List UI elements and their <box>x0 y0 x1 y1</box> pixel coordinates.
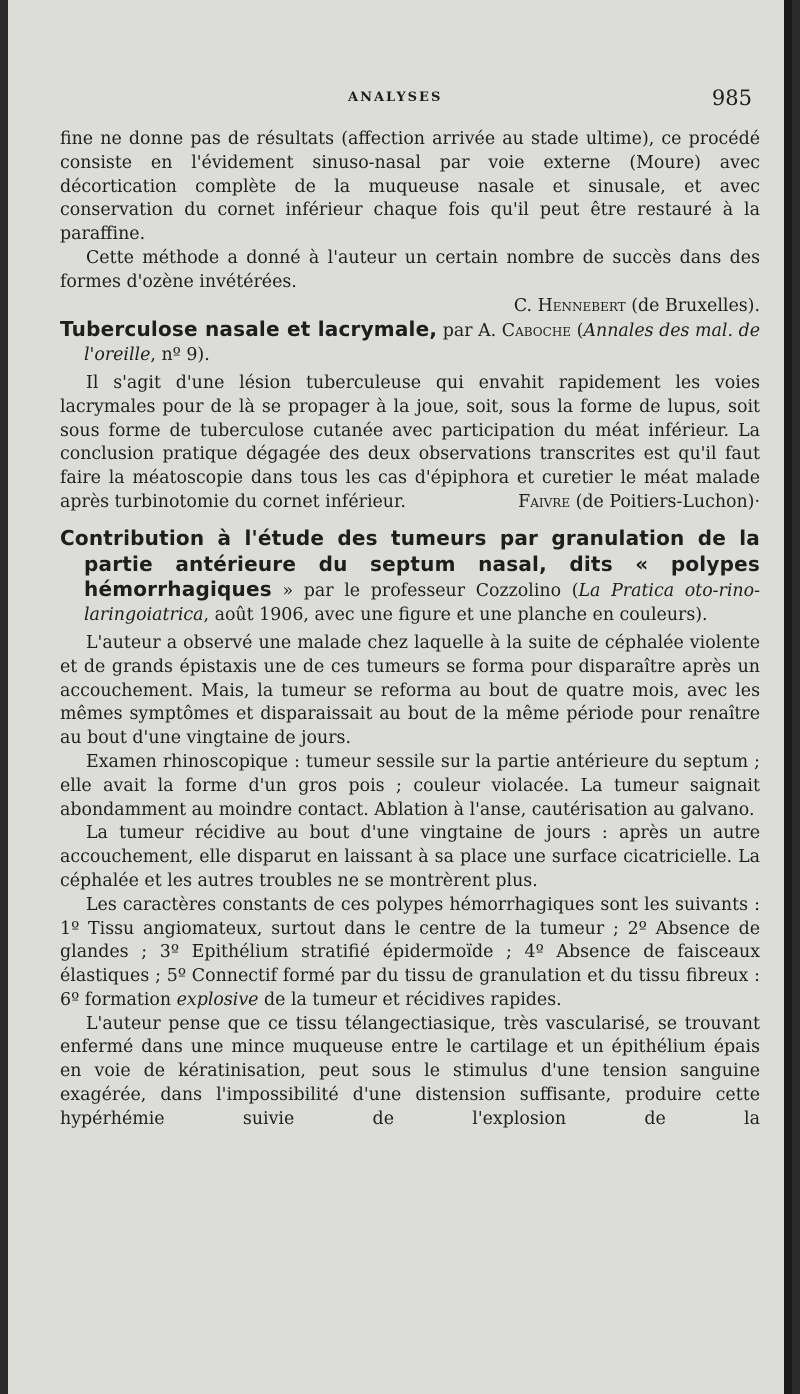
article3-paragraph-1: L'auteur a observé une malade chez laquelle à la suite de céphalée violente et de grands épistaxis une de ces tumeurs se forma pour disparaître après un accouchement. Mais, la tumeur se reforma au bout de quatre mois, avec les mêmes symptômes et disparaissait au bout de la même période pour renaître au bout d'une vingtaine de jours. <box>60 632 760 749</box>
book-page <box>8 0 792 1394</box>
article3-paragraph-3: La tumeur récidive au bout d'une vingtaine de jours : après un autre accouchement, elle disparut en laissant à sa place une surface cicatricielle. La céphalée et les autres troubles ne se montrèrent plus. <box>60 823 760 891</box>
article1-signature-place: (de Bruxelles). <box>625 295 760 316</box>
article1-paragraph-2: Cette méthode a donné à l'auteur un certain nombre de succès dans des formes d'ozène invétérées. <box>60 247 760 292</box>
article3-journal: La Pratica oto-rino-laringoiatrica <box>84 581 760 626</box>
article3-paragraph-4: Les caractères constants de ces polypes hémorrhagiques sont les suivants : 1º Tissu angiomateux, surtout dans le centre de la tumeur ; 2º Absence de glandes ; 3º Epithélium stratifié épidermoïde ; 4º Absence de faisceaux élastiques ; 5º Connectif formé par du tissu de granulation et du tissu fibreux : 6º formation explosive de la tumeur et récidives rapides. <box>60 894 760 1010</box>
article2-signature-name: Faivre <box>518 491 571 512</box>
article2-signature-place: (de Poitiers-Luchon)· <box>570 491 760 512</box>
page-number: 985 <box>711 86 752 110</box>
article3-title: Contribution à l'étude des tumeurs par granulation de la partie antérieure du septum nasal, dits « polypes hémorrhagiques <box>60 525 760 602</box>
page-body <box>60 128 760 1132</box>
article1-paragraph-1: fine ne donne pas de résultats (affection arrivée au stade ultime), ce procédé consiste en l'évidement sinuso-nasal par voie externe (Moure) avec décortication complète de la muqueuse nasale et sinusale, et avec conservation du cornet inférieur chaque fois qu'il peut être restauré à la paraffine. <box>60 129 760 245</box>
article3-paragraph-5: L'auteur pense que ce tissu télangectiasique, très vascularisé, se trouvant enfermé dans une mince muqueuse entre le cartilage et un épithélium épais en voie de kératinisation, peut sous le stimulus d'une tension sanguine exagérée, dans l'impossibilité d'une distension suffisante, produire cette hypérhémie suivie de l'explosion de la <box>60 1013 760 1129</box>
article1-signature-name: Hennebert <box>537 295 626 316</box>
article3-heading: Contribution à l'étude des tumeurs par granulation de la partie antérieure du septum nasal, dits « polypes hémorrhagiques » par le professeur Cozzolino (La Pratica oto-rino-laringoiatrica, août 1906, avec une figure et une planche en couleurs). <box>60 525 760 626</box>
article2-heading: Tuberculose nasale et lacrymale, par A. Caboche (Annales des mal. de l'oreille, nº 9). <box>60 317 760 366</box>
page-header <box>8 86 792 116</box>
article3-paragraph-2: Examen rhinoscopique : tumeur sessile sur la partie antérieure du septum ; elle avait la forme d'un gros pois ; couleur violacée. La tumeur saignait abondamment au moindre contact. Ablation à l'anse, cautérisation au galvano. <box>60 751 760 820</box>
article2-author: Caboche <box>501 321 572 342</box>
article1-signature: C. Hennebert (de Bruxelles). <box>513 295 760 316</box>
page-edge-shadow <box>784 0 792 1394</box>
article2-paragraph-1: Il s'agit d'une lésion tuberculeuse qui envahit rapidement les voies lacrymales pour de là se propager à la joue, soit, sous la forme de lupus, soit sous forme de tuberculose cutanée avec participation du méat inférieur. La conclusion pratique dégagée des deux observations transcrites est qu'il faut faire la méatoscopie dans tous les cas d'épiphora et curetier le méat malade après turbinotomie du cornet inférieur. <box>60 372 760 512</box>
running-title: ANALYSES <box>348 90 443 105</box>
article2-journal: Annales des mal. de l'oreille <box>84 321 760 366</box>
article3-emphasis: explosive <box>176 989 259 1010</box>
article2-title: Tuberculose nasale et lacrymale, <box>60 317 438 342</box>
